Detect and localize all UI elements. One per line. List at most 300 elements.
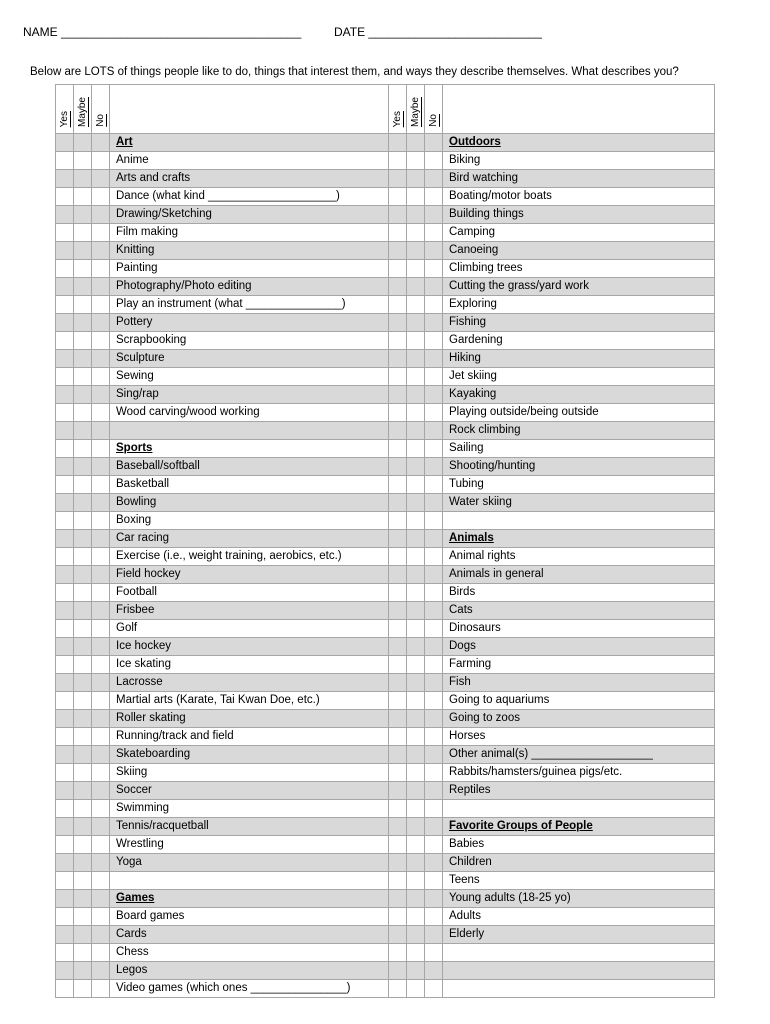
- checkbox-cell-maybe[interactable]: [407, 926, 425, 944]
- checkbox-cell-no[interactable]: [425, 890, 443, 908]
- checkbox-cell-maybe[interactable]: [74, 584, 92, 602]
- checkbox-cell-maybe[interactable]: [407, 728, 425, 746]
- checkbox-cell-maybe[interactable]: [407, 422, 425, 440]
- checkbox-cell-no[interactable]: [92, 422, 110, 440]
- checkbox-cell-maybe[interactable]: [74, 350, 92, 368]
- checkbox-cell-maybe[interactable]: [74, 368, 92, 386]
- checkbox-cell-yes[interactable]: [56, 746, 74, 764]
- checkbox-cell-maybe[interactable]: [407, 782, 425, 800]
- checkbox-cell-no[interactable]: [92, 368, 110, 386]
- checkbox-cell-maybe[interactable]: [74, 494, 92, 512]
- checkbox-cell-no[interactable]: [92, 584, 110, 602]
- checkbox-cell-no[interactable]: [92, 602, 110, 620]
- checkbox-cell-yes[interactable]: [389, 278, 407, 296]
- checkbox-cell-yes[interactable]: [389, 926, 407, 944]
- checkbox-cell-yes[interactable]: [56, 656, 74, 674]
- checkbox-cell-no[interactable]: [425, 692, 443, 710]
- checkbox-cell-no[interactable]: [425, 440, 443, 458]
- checkbox-cell-maybe[interactable]: [74, 440, 92, 458]
- checkbox-cell-maybe[interactable]: [74, 854, 92, 872]
- checkbox-cell-no[interactable]: [425, 980, 443, 998]
- checkbox-cell-maybe[interactable]: [74, 746, 92, 764]
- checkbox-cell-no[interactable]: [425, 494, 443, 512]
- checkbox-cell-maybe[interactable]: [407, 350, 425, 368]
- checkbox-cell-yes[interactable]: [389, 944, 407, 962]
- checkbox-cell-no[interactable]: [425, 764, 443, 782]
- checkbox-cell-maybe[interactable]: [74, 152, 92, 170]
- checkbox-cell-yes[interactable]: [56, 530, 74, 548]
- checkbox-cell-no[interactable]: [92, 314, 110, 332]
- checkbox-cell-maybe[interactable]: [407, 188, 425, 206]
- list-item-label: Film making: [116, 226, 178, 238]
- checkbox-cell-no[interactable]: [425, 368, 443, 386]
- checkbox-cell-yes[interactable]: [56, 674, 74, 692]
- checkbox-cell-yes[interactable]: [389, 962, 407, 980]
- checkbox-cell-no[interactable]: [92, 674, 110, 692]
- checkbox-cell-no[interactable]: [425, 152, 443, 170]
- checkbox-cell-maybe[interactable]: [74, 314, 92, 332]
- checkbox-cell-yes[interactable]: [389, 188, 407, 206]
- list-item: [443, 260, 715, 278]
- checkbox-cell-yes[interactable]: [56, 854, 74, 872]
- checkbox-cell-yes[interactable]: [389, 602, 407, 620]
- checkbox-cell-no[interactable]: [92, 512, 110, 530]
- checkbox-cell-maybe[interactable]: [74, 638, 92, 656]
- checkbox-cell-maybe[interactable]: [407, 404, 425, 422]
- checkbox-cell-maybe[interactable]: [74, 170, 92, 188]
- checkbox-cell-no[interactable]: [92, 908, 110, 926]
- checkbox-cell-maybe[interactable]: [407, 602, 425, 620]
- checkbox-cell-maybe[interactable]: [407, 710, 425, 728]
- checkbox-cell-maybe[interactable]: [74, 422, 92, 440]
- checkbox-cell-maybe[interactable]: [74, 980, 92, 998]
- checkbox-cell-yes[interactable]: [56, 728, 74, 746]
- checkbox-cell-yes[interactable]: [389, 476, 407, 494]
- checkbox-cell-yes[interactable]: [389, 746, 407, 764]
- list-item-label: Tennis/racquetball: [116, 820, 209, 832]
- checkbox-cell-maybe[interactable]: [74, 548, 92, 566]
- checkbox-cell-maybe[interactable]: [407, 440, 425, 458]
- checkbox-cell-yes[interactable]: [56, 170, 74, 188]
- checkbox-cell-yes[interactable]: [389, 764, 407, 782]
- checkbox-cell-no[interactable]: [92, 818, 110, 836]
- checkbox-cell-no[interactable]: [92, 836, 110, 854]
- checkbox-cell-no[interactable]: [425, 386, 443, 404]
- checkbox-cell-yes[interactable]: [56, 836, 74, 854]
- checkbox-cell-no[interactable]: [425, 836, 443, 854]
- checkbox-cell-maybe[interactable]: [407, 638, 425, 656]
- checkbox-cell-no[interactable]: [425, 908, 443, 926]
- checkbox-cell-maybe[interactable]: [74, 404, 92, 422]
- checkbox-cell-yes[interactable]: [56, 602, 74, 620]
- checkbox-cell-no[interactable]: [92, 206, 110, 224]
- checkbox-cell-no[interactable]: [425, 782, 443, 800]
- table-row: [56, 818, 715, 836]
- checkbox-cell-no[interactable]: [425, 566, 443, 584]
- checkbox-cell-no[interactable]: [425, 944, 443, 962]
- checkbox-cell-maybe[interactable]: [407, 332, 425, 350]
- checkbox-cell-no[interactable]: [92, 854, 110, 872]
- checkbox-cell-maybe[interactable]: [74, 278, 92, 296]
- checkbox-cell-no[interactable]: [92, 476, 110, 494]
- checkbox-cell-yes[interactable]: [389, 836, 407, 854]
- checkbox-cell-maybe[interactable]: [74, 800, 92, 818]
- checkbox-cell-maybe[interactable]: [407, 836, 425, 854]
- checkbox-cell-maybe[interactable]: [407, 368, 425, 386]
- checkbox-cell-no[interactable]: [425, 728, 443, 746]
- checkbox-cell-no[interactable]: [92, 728, 110, 746]
- checkbox-cell-no[interactable]: [92, 944, 110, 962]
- checkbox-cell-yes[interactable]: [56, 386, 74, 404]
- checkbox-cell-yes[interactable]: [56, 188, 74, 206]
- checkbox-cell-yes[interactable]: [389, 206, 407, 224]
- checkbox-cell-no[interactable]: [425, 584, 443, 602]
- checkbox-cell-no[interactable]: [425, 404, 443, 422]
- checkbox-cell-yes[interactable]: [56, 512, 74, 530]
- checkbox-cell-no[interactable]: [92, 386, 110, 404]
- checkbox-cell-no[interactable]: [425, 170, 443, 188]
- checkbox-cell-yes[interactable]: [389, 422, 407, 440]
- checkbox-cell-no[interactable]: [92, 926, 110, 944]
- checkbox-cell-maybe[interactable]: [407, 584, 425, 602]
- table-row: [56, 656, 715, 674]
- checkbox-cell-maybe[interactable]: [407, 170, 425, 188]
- checkbox-cell-no[interactable]: [425, 188, 443, 206]
- checkbox-cell-maybe[interactable]: [407, 620, 425, 638]
- checkbox-cell-maybe[interactable]: [407, 818, 425, 836]
- checkbox-cell-maybe[interactable]: [407, 314, 425, 332]
- checkbox-cell-maybe[interactable]: [407, 962, 425, 980]
- checkbox-cell-yes[interactable]: [56, 332, 74, 350]
- checkbox-cell-yes[interactable]: [56, 908, 74, 926]
- checkbox-cell-maybe[interactable]: [74, 764, 92, 782]
- checkbox-cell-yes[interactable]: [56, 242, 74, 260]
- checkbox-cell-maybe[interactable]: [407, 224, 425, 242]
- checkbox-cell-maybe[interactable]: [74, 692, 92, 710]
- checkbox-cell-no[interactable]: [425, 314, 443, 332]
- checkbox-cell-yes[interactable]: [56, 224, 74, 242]
- checkbox-cell-no[interactable]: [92, 530, 110, 548]
- checkbox-cell-no[interactable]: [92, 764, 110, 782]
- checkbox-cell-maybe[interactable]: [74, 836, 92, 854]
- checkbox-cell-yes[interactable]: [389, 620, 407, 638]
- checkbox-cell-no[interactable]: [92, 152, 110, 170]
- checkbox-cell-yes[interactable]: [389, 890, 407, 908]
- list-item: [110, 602, 389, 620]
- checkbox-cell-yes[interactable]: [389, 242, 407, 260]
- checkbox-cell-no[interactable]: [92, 548, 110, 566]
- checkbox-cell-yes[interactable]: [56, 638, 74, 656]
- checkbox-cell-maybe[interactable]: [407, 296, 425, 314]
- checkbox-cell-maybe[interactable]: [407, 566, 425, 584]
- checkbox-cell-yes[interactable]: [389, 404, 407, 422]
- checkbox-cell-maybe[interactable]: [407, 530, 425, 548]
- checkbox-cell-maybe[interactable]: [407, 872, 425, 890]
- checkbox-cell-maybe[interactable]: [74, 458, 92, 476]
- checkbox-cell-no[interactable]: [425, 746, 443, 764]
- checkbox-cell-maybe[interactable]: [407, 242, 425, 260]
- checkbox-cell-maybe[interactable]: [407, 458, 425, 476]
- checkbox-cell-yes[interactable]: [56, 944, 74, 962]
- checkbox-cell-no[interactable]: [92, 332, 110, 350]
- checkbox-cell-maybe[interactable]: [407, 746, 425, 764]
- checkbox-cell-maybe[interactable]: [407, 386, 425, 404]
- checkbox-cell-no[interactable]: [92, 170, 110, 188]
- checkbox-cell-maybe[interactable]: [407, 944, 425, 962]
- checkbox-cell-maybe[interactable]: [74, 386, 92, 404]
- checkbox-cell-maybe[interactable]: [407, 278, 425, 296]
- checkbox-cell-maybe[interactable]: [74, 224, 92, 242]
- checkbox-cell-no[interactable]: [92, 638, 110, 656]
- checkbox-cell-yes[interactable]: [56, 476, 74, 494]
- checkbox-cell-no[interactable]: [92, 188, 110, 206]
- checkbox-cell-maybe[interactable]: [74, 332, 92, 350]
- checkbox-cell-no[interactable]: [92, 692, 110, 710]
- checkbox-cell-yes[interactable]: [389, 908, 407, 926]
- checkbox-cell-maybe[interactable]: [407, 476, 425, 494]
- checkbox-cell-yes[interactable]: [389, 710, 407, 728]
- checkbox-cell-yes[interactable]: [389, 332, 407, 350]
- checkbox-cell-maybe[interactable]: [74, 926, 92, 944]
- checkbox-cell-maybe[interactable]: [74, 206, 92, 224]
- checkbox-cell-no[interactable]: [92, 224, 110, 242]
- checkbox-cell-maybe[interactable]: [407, 206, 425, 224]
- checkbox-cell-yes[interactable]: [389, 458, 407, 476]
- checkbox-cell-no[interactable]: [92, 242, 110, 260]
- checkbox-cell-maybe[interactable]: [407, 908, 425, 926]
- checkbox-cell-no[interactable]: [92, 278, 110, 296]
- checkbox-cell-yes[interactable]: [389, 224, 407, 242]
- checkbox-cell-maybe[interactable]: [407, 800, 425, 818]
- checkbox-cell-no[interactable]: [425, 620, 443, 638]
- checkbox-cell-yes[interactable]: [389, 980, 407, 998]
- checkbox-cell-maybe[interactable]: [74, 242, 92, 260]
- checkbox-cell-maybe[interactable]: [74, 890, 92, 908]
- checkbox-cell-yes[interactable]: [56, 134, 74, 152]
- checkbox-cell-no[interactable]: [425, 854, 443, 872]
- checkbox-cell-maybe[interactable]: [407, 260, 425, 278]
- checkbox-cell-yes[interactable]: [56, 350, 74, 368]
- checkbox-cell-maybe[interactable]: [74, 782, 92, 800]
- checkbox-cell-no[interactable]: [425, 332, 443, 350]
- checkbox-cell-yes[interactable]: [56, 692, 74, 710]
- checkbox-cell-yes[interactable]: [389, 350, 407, 368]
- checkbox-cell-maybe[interactable]: [74, 566, 92, 584]
- checkbox-cell-yes[interactable]: [56, 710, 74, 728]
- checkbox-cell-no[interactable]: [425, 530, 443, 548]
- checkbox-cell-no[interactable]: [425, 602, 443, 620]
- checkbox-cell-maybe[interactable]: [407, 548, 425, 566]
- checkbox-cell-no[interactable]: [92, 980, 110, 998]
- checkbox-cell-yes[interactable]: [389, 674, 407, 692]
- checkbox-cell-no[interactable]: [425, 818, 443, 836]
- checkbox-cell-no[interactable]: [92, 746, 110, 764]
- checkbox-cell-no[interactable]: [425, 476, 443, 494]
- checkbox-cell-maybe[interactable]: [407, 656, 425, 674]
- checkbox-cell-yes[interactable]: [389, 872, 407, 890]
- checkbox-cell-yes[interactable]: [389, 260, 407, 278]
- checkbox-cell-no[interactable]: [425, 296, 443, 314]
- checkbox-cell-yes[interactable]: [56, 404, 74, 422]
- checkbox-cell-no[interactable]: [92, 494, 110, 512]
- checkbox-cell-maybe[interactable]: [74, 260, 92, 278]
- checkbox-cell-maybe[interactable]: [74, 530, 92, 548]
- checkbox-cell-yes[interactable]: [389, 638, 407, 656]
- checkbox-cell-yes[interactable]: [389, 530, 407, 548]
- checkbox-cell-yes[interactable]: [389, 854, 407, 872]
- checkbox-cell-no[interactable]: [92, 656, 110, 674]
- checkbox-cell-yes[interactable]: [389, 782, 407, 800]
- checkbox-cell-maybe[interactable]: [407, 152, 425, 170]
- checkbox-cell-no[interactable]: [425, 134, 443, 152]
- checkbox-cell-no[interactable]: [425, 962, 443, 980]
- checkbox-cell-yes[interactable]: [389, 566, 407, 584]
- checkbox-cell-yes[interactable]: [389, 170, 407, 188]
- checkbox-cell-no[interactable]: [425, 512, 443, 530]
- checkbox-cell-no[interactable]: [425, 674, 443, 692]
- checkbox-cell-no[interactable]: [92, 260, 110, 278]
- checkbox-cell-maybe[interactable]: [407, 890, 425, 908]
- checkbox-cell-no[interactable]: [92, 782, 110, 800]
- checkbox-cell-no[interactable]: [92, 134, 110, 152]
- checkbox-cell-no[interactable]: [425, 278, 443, 296]
- name-field-label[interactable]: NAME ____________________________________: [23, 25, 302, 39]
- checkbox-cell-no[interactable]: [425, 548, 443, 566]
- date-field-label[interactable]: DATE __________________________: [333, 25, 542, 39]
- checkbox-cell-no[interactable]: [425, 206, 443, 224]
- checkbox-cell-maybe[interactable]: [74, 656, 92, 674]
- checkbox-cell-maybe[interactable]: [407, 854, 425, 872]
- checkbox-cell-no[interactable]: [92, 404, 110, 422]
- checkbox-cell-maybe[interactable]: [74, 296, 92, 314]
- checkbox-cell-no[interactable]: [425, 710, 443, 728]
- checkbox-cell-yes[interactable]: [56, 566, 74, 584]
- checkbox-cell-yes[interactable]: [56, 872, 74, 890]
- checkbox-cell-no[interactable]: [425, 638, 443, 656]
- checkbox-cell-no[interactable]: [92, 872, 110, 890]
- checkbox-cell-no[interactable]: [92, 620, 110, 638]
- checkbox-cell-yes[interactable]: [56, 926, 74, 944]
- list-item-label: Swimming: [116, 802, 170, 814]
- checkbox-cell-yes[interactable]: [56, 458, 74, 476]
- checkbox-cell-no[interactable]: [425, 242, 443, 260]
- checkbox-cell-maybe[interactable]: [74, 512, 92, 530]
- checkbox-cell-yes[interactable]: [56, 368, 74, 386]
- checkbox-cell-no[interactable]: [425, 350, 443, 368]
- checkbox-cell-yes[interactable]: [56, 422, 74, 440]
- checkbox-cell-no[interactable]: [92, 458, 110, 476]
- checkbox-cell-maybe[interactable]: [74, 620, 92, 638]
- checkbox-cell-maybe[interactable]: [407, 764, 425, 782]
- checkbox-cell-no[interactable]: [425, 458, 443, 476]
- checkbox-cell-no[interactable]: [425, 224, 443, 242]
- checkbox-cell-maybe[interactable]: [407, 134, 425, 152]
- checkbox-cell-yes[interactable]: [56, 314, 74, 332]
- checkbox-cell-maybe[interactable]: [407, 512, 425, 530]
- checkbox-cell-no[interactable]: [425, 926, 443, 944]
- checkbox-cell-yes[interactable]: [389, 134, 407, 152]
- checkbox-cell-no[interactable]: [92, 800, 110, 818]
- checkbox-cell-maybe[interactable]: [407, 494, 425, 512]
- checkbox-cell-yes[interactable]: [389, 584, 407, 602]
- checkbox-cell-maybe[interactable]: [407, 674, 425, 692]
- checkbox-cell-yes[interactable]: [389, 728, 407, 746]
- checkbox-cell-maybe[interactable]: [407, 692, 425, 710]
- checkbox-cell-yes[interactable]: [389, 818, 407, 836]
- checkbox-cell-maybe[interactable]: [74, 944, 92, 962]
- checkbox-cell-maybe[interactable]: [74, 602, 92, 620]
- section-heading-label: Sports: [116, 442, 153, 454]
- checkbox-cell-maybe[interactable]: [74, 908, 92, 926]
- checkbox-cell-maybe[interactable]: [74, 674, 92, 692]
- checkbox-cell-yes[interactable]: [56, 152, 74, 170]
- checkbox-cell-maybe[interactable]: [74, 188, 92, 206]
- checkbox-cell-yes[interactable]: [56, 764, 74, 782]
- checkbox-cell-yes[interactable]: [389, 692, 407, 710]
- checkbox-cell-yes[interactable]: [56, 818, 74, 836]
- checkbox-cell-yes[interactable]: [56, 800, 74, 818]
- checkbox-cell-yes[interactable]: [56, 782, 74, 800]
- checkbox-cell-no[interactable]: [92, 890, 110, 908]
- checkbox-cell-maybe[interactable]: [74, 728, 92, 746]
- checkbox-cell-no[interactable]: [92, 350, 110, 368]
- checkbox-cell-maybe[interactable]: [74, 710, 92, 728]
- checkbox-cell-no[interactable]: [425, 800, 443, 818]
- checkbox-cell-yes[interactable]: [56, 494, 74, 512]
- checkbox-cell-no[interactable]: [92, 440, 110, 458]
- checkbox-cell-yes[interactable]: [389, 800, 407, 818]
- checkbox-cell-yes[interactable]: [56, 980, 74, 998]
- checkbox-cell-no[interactable]: [425, 656, 443, 674]
- checkbox-cell-yes[interactable]: [389, 548, 407, 566]
- checkbox-cell-yes[interactable]: [56, 890, 74, 908]
- checkbox-cell-maybe[interactable]: [74, 818, 92, 836]
- checkbox-cell-yes[interactable]: [56, 620, 74, 638]
- checkbox-cell-no[interactable]: [92, 710, 110, 728]
- checkbox-cell-yes[interactable]: [56, 260, 74, 278]
- list-item: [110, 710, 389, 728]
- checkbox-cell-no[interactable]: [425, 872, 443, 890]
- checkbox-cell-no[interactable]: [425, 422, 443, 440]
- checkbox-cell-yes[interactable]: [389, 440, 407, 458]
- checkbox-cell-yes[interactable]: [389, 368, 407, 386]
- checkbox-cell-yes[interactable]: [56, 548, 74, 566]
- checkbox-cell-yes[interactable]: [56, 278, 74, 296]
- checkbox-cell-no[interactable]: [92, 566, 110, 584]
- checkbox-cell-yes[interactable]: [389, 512, 407, 530]
- checkbox-cell-yes[interactable]: [389, 296, 407, 314]
- checkbox-cell-yes[interactable]: [56, 962, 74, 980]
- checkbox-cell-yes[interactable]: [56, 440, 74, 458]
- checkbox-cell-maybe[interactable]: [74, 962, 92, 980]
- checkbox-cell-yes[interactable]: [56, 296, 74, 314]
- list-item: [443, 764, 715, 782]
- checkbox-cell-no[interactable]: [92, 962, 110, 980]
- checkbox-cell-yes[interactable]: [389, 656, 407, 674]
- checkbox-cell-yes[interactable]: [56, 206, 74, 224]
- checkbox-cell-yes[interactable]: [389, 152, 407, 170]
- checkbox-cell-no[interactable]: [92, 296, 110, 314]
- checkbox-cell-maybe[interactable]: [407, 980, 425, 998]
- checkbox-cell-yes[interactable]: [389, 314, 407, 332]
- checkbox-cell-yes[interactable]: [389, 494, 407, 512]
- checkbox-cell-maybe[interactable]: [74, 134, 92, 152]
- checkbox-cell-maybe[interactable]: [74, 476, 92, 494]
- checkbox-cell-yes[interactable]: [389, 386, 407, 404]
- checkbox-cell-yes[interactable]: [56, 584, 74, 602]
- checkbox-cell-no[interactable]: [425, 260, 443, 278]
- checkbox-cell-maybe[interactable]: [74, 872, 92, 890]
